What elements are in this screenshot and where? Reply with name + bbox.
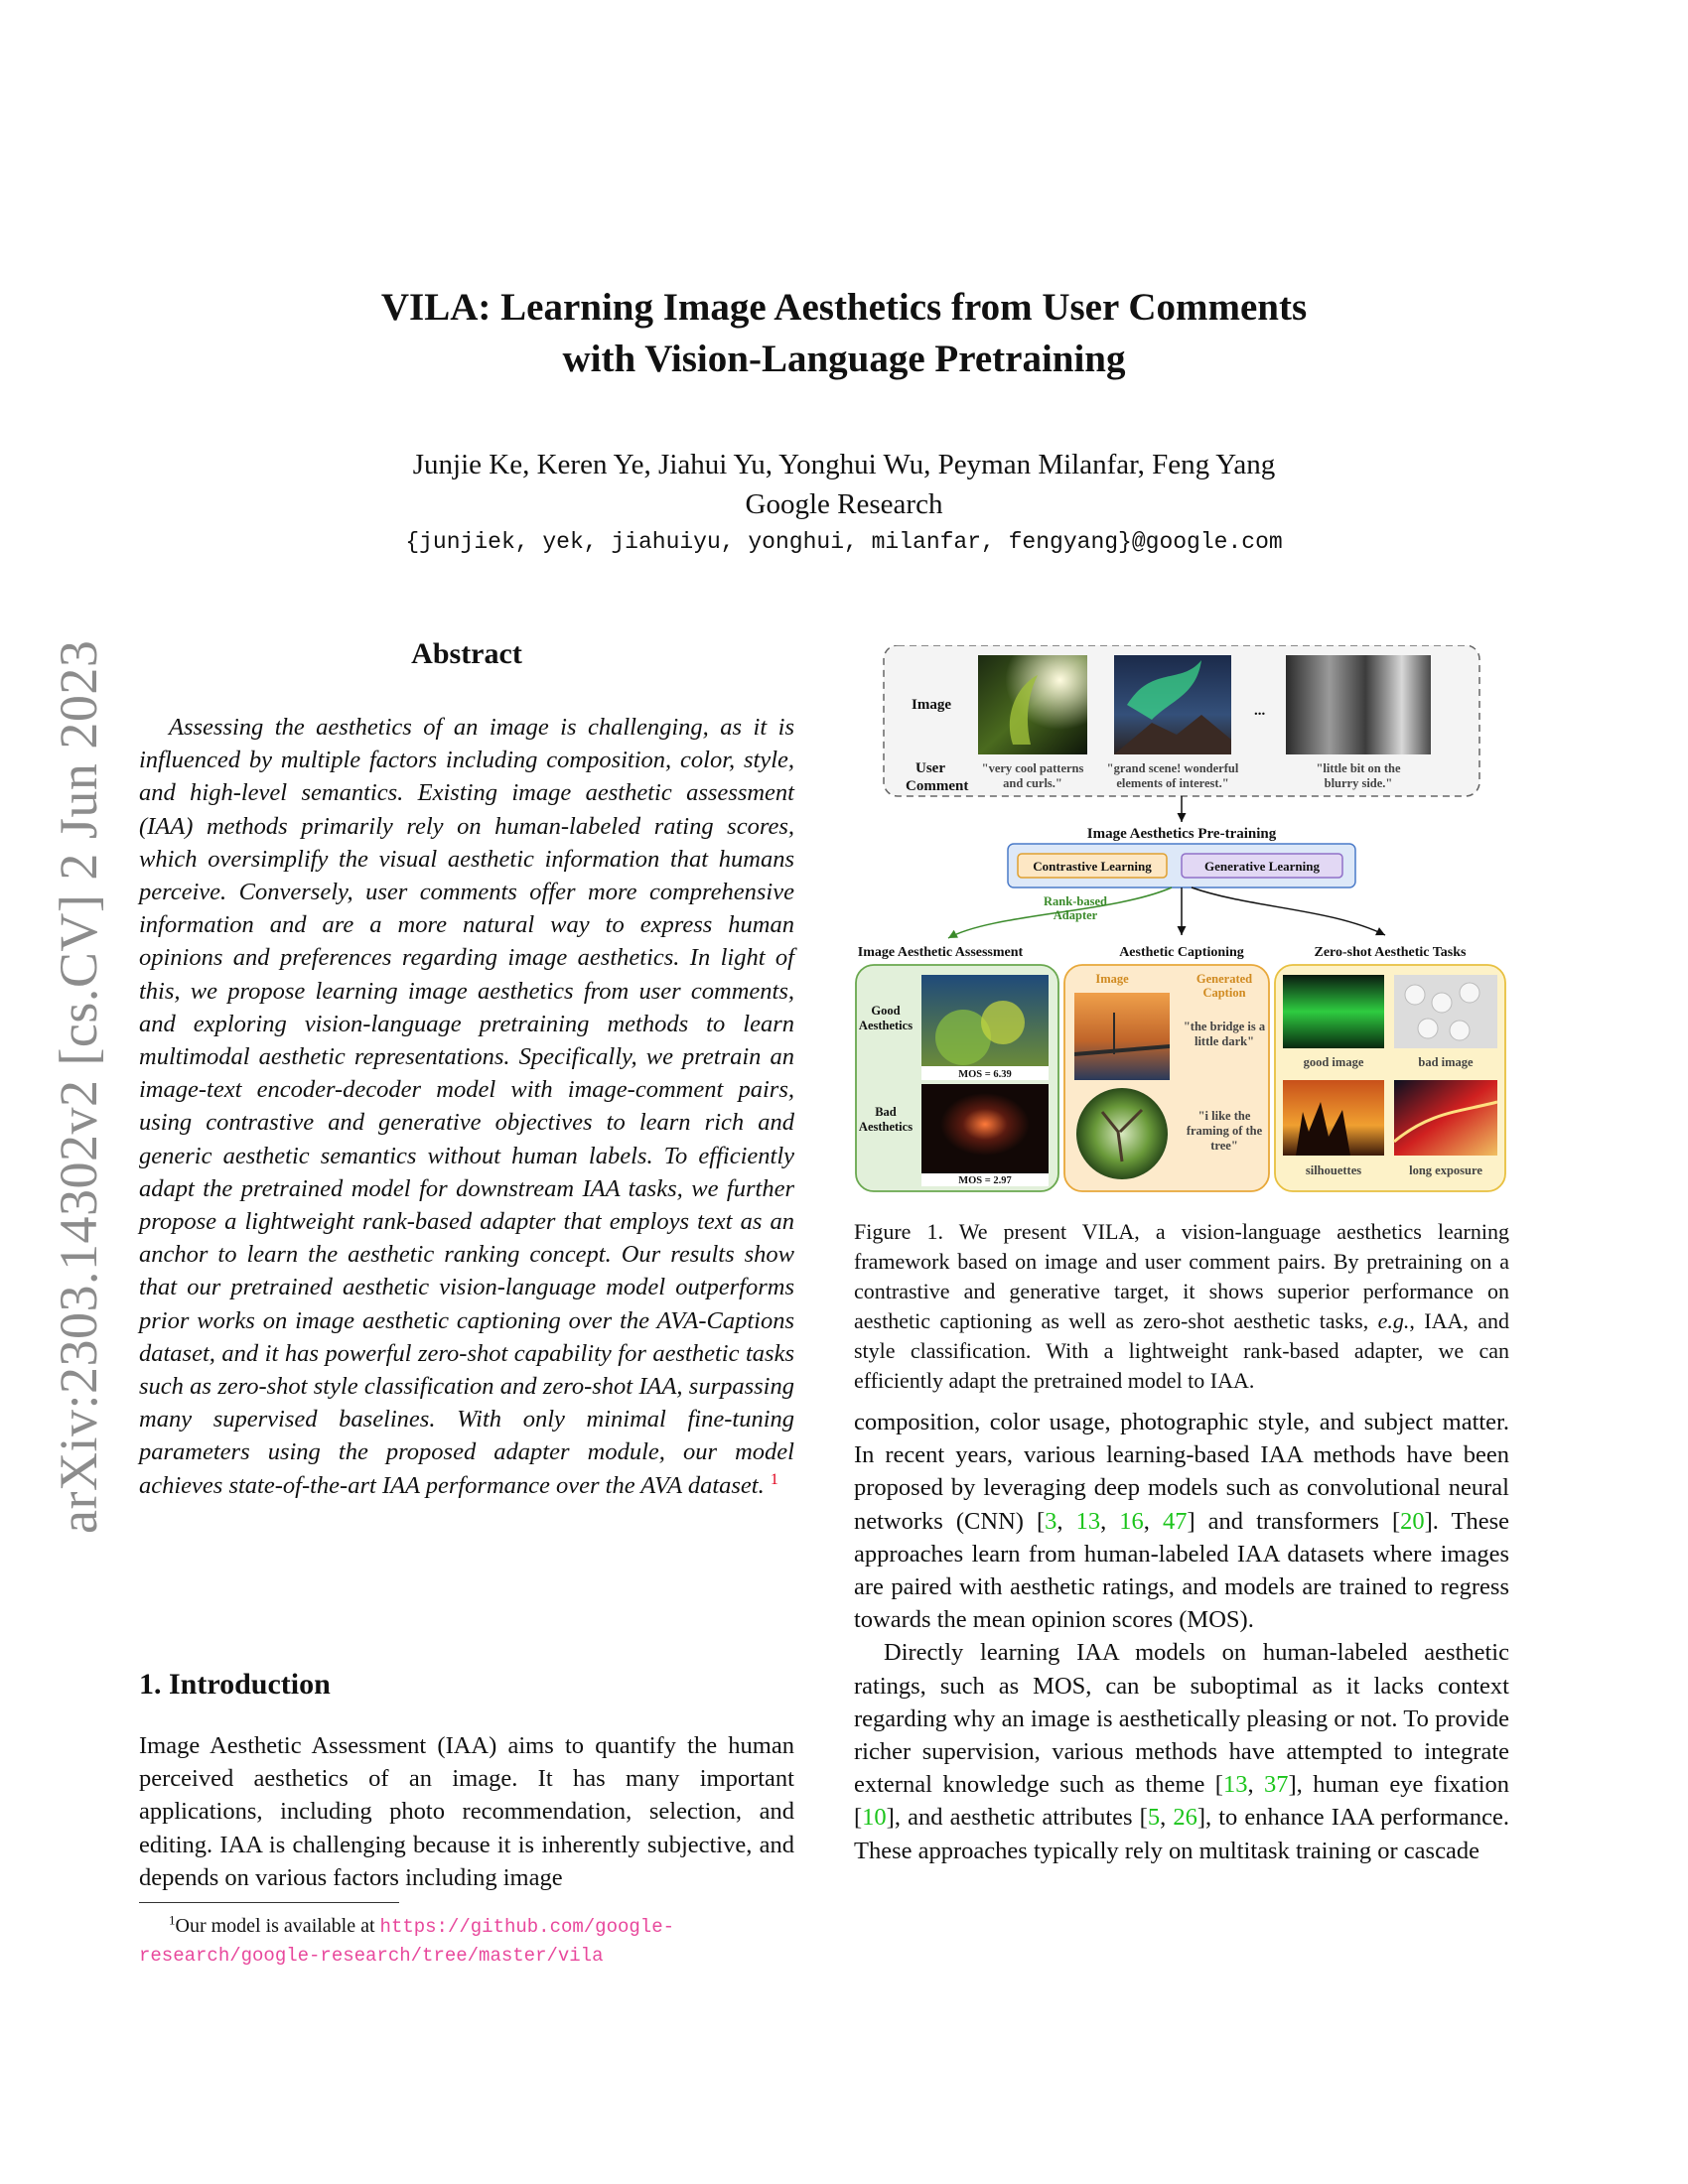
footnote: [139, 1912, 794, 1970]
zero-shot-title: Zero-shot Aesthetic Tasks: [1314, 945, 1467, 960]
caption-tree-image: [1076, 1088, 1168, 1179]
input-image-plant: [978, 655, 1087, 754]
comment-1-line-2: and curls.": [1003, 776, 1062, 790]
affiliation: Google Research: [745, 488, 943, 520]
pretraining-title: Image Aesthetics Pre-training: [1086, 826, 1277, 842]
figure-1-diagram: [854, 645, 1509, 1201]
citation-47[interactable]: 47: [1162, 1507, 1188, 1535]
footnote-number: 1: [169, 1912, 176, 1928]
intro-paragraph: Image Aesthetic Assessment (IAA) aims to quantify the human perceived aesthetics of an image. It has many important applications, including photo recommendation, selection, and editing. IAA is challenging because it is inherently subjective, and depends on various factors including image: [139, 1732, 794, 1891]
caption-2-line-1: "i like the: [1197, 1109, 1251, 1123]
p1-text-a: composition, color usage, photographic style, and subject matter. In recent years, various learning-based IAA methods have been proposed by leveraging deep models such as convolutional neural networks (CNN) [: [854, 1409, 1509, 1535]
p1-text-b: ] and transformers [: [1187, 1507, 1401, 1535]
title-line-1: VILA: Learning Image Aesthetics from User Comments: [380, 286, 1308, 329]
cap-image-label: Image: [1095, 972, 1129, 986]
caption-text-2: , IAA, and style classification. With a lightweight rank-based adapter, we can efficiently adapt the pretrained model to IAA.: [854, 1308, 1509, 1393]
paragraph-1: composition, color usage, photographic style, and subject matter. In recent years, various learning-based IAA methods have been proposed by leveraging deep models such as convolutional neural networks (CNN) [3, 13, 16, 47] and transformers [20]. These approaches learn from human-labeled IAA datasets where images are paired with aesthetic ratings, and models are trained to regress towards the mean opinion scores (MOS).: [854, 1409, 1510, 1634]
citation-5[interactable]: 5: [1147, 1804, 1161, 1832]
paper-title: [248, 282, 1440, 385]
input-image-waterfall: [1286, 655, 1431, 754]
title-line-2: with Vision-Language Pretraining: [562, 338, 1126, 380]
p2-text-c: ], and aesthetic attributes [: [886, 1804, 1148, 1832]
row-label-image: Image: [912, 697, 951, 713]
mos-good: MOS = 6.39: [958, 1069, 1012, 1080]
footnote-marker[interactable]: 1: [770, 1470, 778, 1488]
row-label-user: User: [915, 760, 945, 776]
row-label-comment: Comment: [906, 778, 969, 794]
zs-label-long-exposure: long exposure: [1409, 1163, 1482, 1177]
mos-bad: MOS = 2.97: [958, 1175, 1012, 1186]
citation-13b[interactable]: 13: [1222, 1771, 1248, 1799]
ellipsis: ...: [1254, 703, 1266, 719]
captioning-title: Aesthetic Captioning: [1119, 945, 1244, 960]
abstract-text: [139, 711, 794, 1502]
arxiv-stamp: arXiv:2303.14302v2 [cs.CV] 2 Jun 2023: [49, 639, 108, 1534]
caption-text-1: Figure 1. We present VILA, a vision-language aesthetics learning framework based on image and user comment pairs. By pretraining on a contrastive and generative target, it shows superior performance on aesthetic captioning as well as zero-shot aesthetic tasks,: [854, 1219, 1509, 1333]
cap-generated-label-1: Generated: [1196, 972, 1253, 986]
author-block: [248, 445, 1440, 524]
citation-13[interactable]: 13: [1075, 1507, 1101, 1535]
abstract-paragraph: Assessing the aesthetics of an image is challenging, as it is influenced by multiple factors including composition, color, style, and high-level semantics. Existing image aesthetic assessment (IAA) methods primarily rely on human-labeled rating scores, which oversimplify the visual aesthetic information that humans perceive. Conversely, user comments offer more comprehensive information and are a more natural way to express human opinions and preferences regarding image aesthetics. In light of this, we propose learning image aesthetics from user comments, and exploring vision-language pretraining methods to learn multimodal aesthetic representations. Specifically, we pretrain an image-text encoder-decoder model with image-comment pairs, using contrastive and generative objectives to learn rich and generic aesthetic semantics without human labels. To efficiently adapt the pretrained model for downstream IAA tasks, we further propose a lightweight rank-based adapter that employs text as an anchor to learn the aesthetic ranking concept. Our results show that our pretrained aesthetic vision-language model outperforms prior works on image aesthetic captioning over the AVA-Captions dataset, and it has powerful zero-shot capability for aesthetic tasks such as zero-shot style classification and zero-shot IAA, surpassing many supervised baselines. With only minimal fine-tuning parameters using the proposed adapter module, our model achieves state-of-the-art IAA performance over the AVA dataset.: [139, 714, 794, 1499]
citation-37[interactable]: 37: [1264, 1771, 1289, 1799]
citation-3[interactable]: 3: [1045, 1507, 1057, 1535]
citation-16[interactable]: 16: [1119, 1507, 1144, 1535]
citation-26[interactable]: 26: [1173, 1804, 1197, 1832]
caption-2-line-3: tree": [1210, 1139, 1238, 1153]
comment-2-line-1: "grand scene! wonderful: [1106, 761, 1239, 775]
iaa-title: Image Aesthetic Assessment: [857, 945, 1024, 960]
bad-aesthetics-image: [921, 1084, 1049, 1173]
comment-2-line-2: elements of interest.": [1116, 776, 1229, 790]
contrastive-learning-label: Contrastive Learning: [1033, 859, 1152, 874]
cap-generated-label-2: Caption: [1202, 986, 1246, 1000]
input-image-aurora: [1114, 655, 1231, 754]
caption-2-line-2: framing of the: [1186, 1124, 1263, 1138]
introduction-text: [139, 1729, 794, 1894]
p2-text-d: ], to enhance IAA performance. These approaches typically rely on multitask training or cascade: [854, 1804, 1510, 1864]
citation-20[interactable]: 20: [1400, 1507, 1425, 1535]
abstract-heading: Abstract: [411, 637, 522, 670]
comment-1-line-1: "very cool patterns: [981, 761, 1084, 775]
zs-label-silhouettes: silhouettes: [1305, 1163, 1362, 1177]
footnote-url-link[interactable]: https://github.com/google-research/google-research/tree/master/vila: [139, 1916, 674, 1967]
zero-shot-good-image: [1283, 975, 1384, 1048]
caption-bridge-image: [1074, 993, 1170, 1080]
arrow-to-zero-shot: [1192, 887, 1385, 935]
good-label-2: Aesthetics: [858, 1019, 914, 1032]
p2-text-a: Directly learning IAA models on human-labeled aesthetic ratings, such as MOS, can be suboptimal as it lacks context regarding why an image is aesthetically pleasing or not. To provide richer supervision, various methods have attempted to integrate external knowledge such as theme [: [854, 1639, 1509, 1799]
zero-shot-silhouettes-image: [1283, 1080, 1384, 1156]
adapter-label-2: Adapter: [1053, 908, 1098, 922]
citation-10[interactable]: 10: [862, 1804, 887, 1832]
caption-1-line-1: "the bridge is a: [1183, 1020, 1266, 1033]
generative-learning-label: Generative Learning: [1204, 859, 1320, 874]
bad-label-2: Aesthetics: [858, 1120, 914, 1134]
adapter-label-1: Rank-based: [1044, 894, 1107, 908]
p2-text-b: ], human eye fixation [: [854, 1771, 1510, 1832]
right-column-text: [854, 1406, 1509, 1867]
good-label-1: Good: [871, 1004, 901, 1018]
zs-label-bad: bad image: [1418, 1055, 1474, 1069]
caption-1-line-2: little dark": [1194, 1034, 1255, 1048]
author-list: Junjie Ke, Keren Ye, Jiahui Yu, Yonghui Wu, Peyman Milanfar, Feng Yang: [412, 449, 1276, 480]
footnote-text: Our model is available at: [175, 1915, 375, 1937]
comment-3-line-2: blurry side.": [1324, 776, 1393, 790]
zero-shot-bad-image: [1394, 975, 1497, 1048]
p1-text-c: ]. These approaches learn from human-labeled IAA datasets where images are paired with aesthetic ratings, and models are trained to regress towards the mean opinion scores (MOS).: [854, 1507, 1510, 1634]
zero-shot-long-exposure-image: [1394, 1080, 1497, 1156]
footnote-divider: [139, 1902, 399, 1903]
section-heading-introduction: 1. Introduction: [139, 1668, 331, 1701]
author-emails: {junjiek, yek, jiahuiyu, yonghui, milanfar, fengyang}@google.com: [405, 529, 1283, 555]
good-aesthetics-image: [921, 975, 1049, 1066]
bad-label-1: Bad: [875, 1105, 897, 1119]
comment-3-line-1: "little bit on the: [1316, 761, 1401, 775]
figure-1-caption: [854, 1217, 1509, 1396]
caption-eg: e.g.: [1377, 1308, 1410, 1333]
paragraph-2: Directly learning IAA models on human-labeled aesthetic ratings, such as MOS, can be suboptimal as it lacks context regarding why an image is aesthetically pleasing or not. To provide richer supervision, various methods have attempted to integrate external knowledge such as theme [13, 37], human eye fixation [10], and aesthetic attributes [5, 26], to enhance IAA performance. These approaches typically rely on multitask training or cascade: [854, 1639, 1510, 1864]
zs-label-good: good image: [1303, 1055, 1364, 1069]
